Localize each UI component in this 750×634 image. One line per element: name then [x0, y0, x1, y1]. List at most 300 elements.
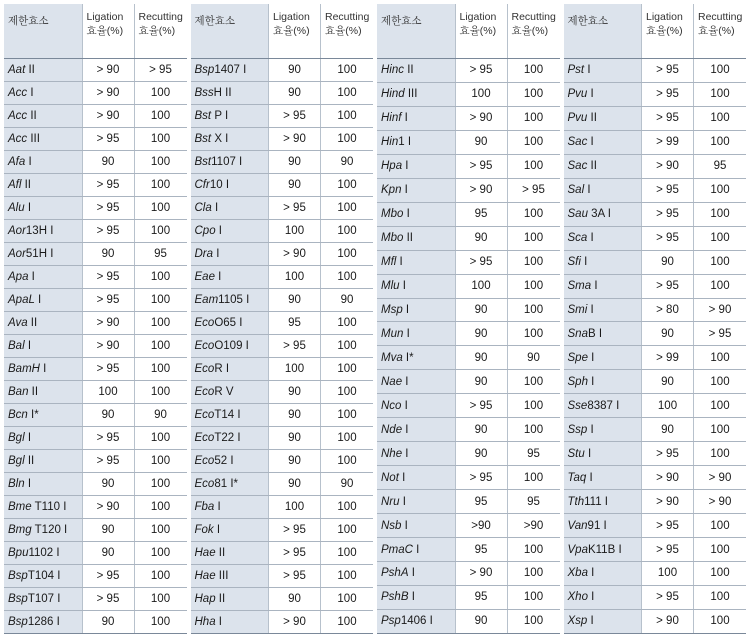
table-row — [377, 298, 560, 322]
enzyme-name — [191, 427, 269, 450]
enzyme-name-italic: Eco — [194, 363, 215, 375]
ligation-efficiency: > 90 — [642, 154, 694, 178]
table-row — [564, 394, 747, 418]
table-header — [4, 4, 187, 59]
enzyme-name-italic: Xba — [567, 567, 588, 580]
ligation-efficiency: > 95 — [82, 197, 134, 220]
table-row — [377, 418, 560, 442]
table-header — [564, 4, 747, 59]
enzyme-name — [377, 226, 455, 250]
ligation-efficiency: 90 — [642, 250, 694, 274]
ligation-efficiency: > 95 — [82, 128, 134, 151]
ligation-efficiency: > 95 — [642, 202, 694, 226]
enzyme-name-italic: Sna — [567, 327, 588, 340]
enzyme-name-italic: Hin — [381, 136, 399, 149]
enzyme-name-suffix: 91 I — [587, 519, 607, 532]
enzyme-name — [191, 335, 269, 358]
ligation-efficiency: 90 — [455, 442, 507, 466]
enzyme-name-suffix: I — [28, 271, 35, 283]
ligation-efficiency: 90 — [269, 151, 321, 174]
recutting-efficiency: 100 — [134, 174, 187, 197]
ligation-efficiency: > 90 — [455, 562, 507, 586]
enzyme-name — [4, 105, 82, 128]
enzyme-name — [564, 59, 642, 83]
recutting-efficiency: 95 — [694, 154, 747, 178]
enzyme-name-italic: Ava — [8, 317, 28, 329]
enzyme-name — [4, 473, 82, 496]
table-row — [377, 490, 560, 514]
ligation-efficiency: > 95 — [642, 178, 694, 202]
enzyme-name-italic: Acc — [8, 133, 28, 145]
enzyme-name-suffix: II — [587, 160, 597, 173]
enzyme-name — [564, 514, 642, 538]
recutting-efficiency: 100 — [507, 585, 560, 609]
recutting-efficiency: 100 — [134, 565, 187, 588]
header-ligation: Ligation 효율(%) — [642, 4, 694, 59]
recutting-efficiency: 100 — [694, 130, 747, 154]
enzyme-name-suffix: I — [587, 567, 595, 580]
ligation-efficiency: 90 — [269, 381, 321, 404]
table-row — [4, 312, 187, 335]
enzyme-name-suffix: I — [402, 304, 410, 316]
enzyme-name-suffix: I — [587, 423, 594, 436]
enzyme-name — [564, 466, 642, 490]
ligation-efficiency: > 80 — [642, 298, 694, 322]
enzyme-name — [377, 250, 455, 274]
ligation-efficiency: > 95 — [642, 585, 694, 609]
enzyme-name-italic: Cla — [194, 202, 212, 214]
recutting-efficiency: 100 — [507, 418, 560, 442]
enzyme-name-suffix: I — [403, 208, 410, 221]
enzyme-name-suffix: I — [408, 591, 415, 604]
enzyme-name-suffix: I — [587, 136, 594, 149]
enzyme-name — [4, 335, 82, 358]
enzyme-name-italic: Acc — [8, 110, 28, 122]
ligation-efficiency: > 95 — [455, 466, 507, 490]
table-row — [4, 565, 187, 588]
enzyme-name-suffix: T110 I — [31, 501, 67, 513]
enzyme-name-italic: Bme — [8, 501, 32, 513]
enzyme-name — [4, 174, 82, 197]
enzyme-name — [191, 82, 269, 105]
table-row — [564, 490, 747, 514]
enzyme-name — [191, 381, 269, 404]
ligation-efficiency: > 95 — [82, 427, 134, 450]
header-enzyme: 제한효소 — [564, 4, 642, 59]
enzyme-name — [564, 274, 642, 298]
table-row — [191, 220, 374, 243]
table-row — [4, 197, 187, 220]
table-row — [564, 106, 747, 130]
ligation-efficiency: 95 — [455, 202, 507, 226]
recutting-efficiency: 100 — [321, 588, 374, 611]
enzyme-name-italic: Fba — [194, 501, 215, 513]
enzyme-name-italic: Mva — [381, 351, 403, 364]
enzyme-name — [191, 404, 269, 427]
enzyme-name-suffix: H II — [213, 87, 232, 99]
enzyme-name-suffix: I — [402, 423, 409, 436]
enzyme-name-suffix: T14 I — [214, 409, 241, 421]
enzyme-name-suffix: III — [404, 88, 418, 101]
recutting-efficiency: 100 — [694, 442, 747, 466]
recutting-efficiency: 100 — [321, 381, 374, 404]
recutting-efficiency: 100 — [321, 105, 374, 128]
enzyme-name-suffix: III — [27, 133, 40, 145]
enzyme-name-suffix: I — [587, 88, 594, 101]
table-row — [564, 442, 747, 466]
ligation-efficiency: 95 — [455, 585, 507, 609]
enzyme-name — [191, 473, 269, 496]
table-row — [564, 298, 747, 322]
ligation-efficiency: > 90 — [455, 106, 507, 130]
enzyme-name — [564, 370, 642, 394]
enzyme-name-italic: Cpo — [194, 225, 216, 237]
recutting-efficiency: 90 — [507, 346, 560, 370]
enzyme-name-italic: Afa — [8, 156, 26, 168]
ligation-efficiency: 90 — [269, 427, 321, 450]
enzyme-name — [377, 59, 455, 83]
table-row — [4, 450, 187, 473]
enzyme-name-suffix: II — [28, 386, 39, 398]
recutting-efficiency: 100 — [694, 346, 747, 370]
ligation-efficiency: 90 — [269, 289, 321, 312]
enzyme-name-suffix: I — [39, 363, 47, 375]
enzyme-name-suffix: I — [34, 294, 42, 306]
recutting-efficiency: 100 — [134, 473, 187, 496]
recutting-efficiency: 100 — [321, 128, 374, 151]
enzyme-name-suffix: I — [401, 399, 408, 412]
enzyme-name — [377, 562, 455, 586]
ligation-efficiency: 100 — [455, 82, 507, 106]
enzyme-name-suffix: 1105 I — [218, 294, 250, 306]
table-row — [191, 611, 374, 634]
enzyme-name-italic: Taq — [567, 471, 587, 484]
recutting-efficiency: 100 — [134, 151, 187, 174]
enzyme-name — [4, 611, 82, 634]
table-row — [564, 202, 747, 226]
recutting-efficiency: > 90 — [694, 298, 747, 322]
enzyme-name — [564, 394, 642, 418]
recutting-efficiency: 100 — [507, 394, 560, 418]
recutting-efficiency: 100 — [321, 312, 374, 335]
ligation-efficiency: > 90 — [455, 178, 507, 202]
ligation-efficiency: > 90 — [642, 490, 694, 514]
recutting-efficiency: > 90 — [694, 466, 747, 490]
table-header — [191, 4, 374, 59]
table-row — [377, 130, 560, 154]
recutting-efficiency: 90 — [321, 473, 374, 496]
enzyme-name-italic: Bst — [194, 156, 212, 168]
enzyme-name-suffix: I — [215, 616, 222, 628]
ligation-efficiency: > 90 — [82, 82, 134, 105]
enzyme-name-italic: Sac — [567, 160, 588, 173]
recutting-efficiency: 100 — [507, 609, 560, 633]
ligation-efficiency: 90 — [455, 346, 507, 370]
recutting-efficiency: 100 — [134, 335, 187, 358]
recutting-efficiency: 100 — [321, 404, 374, 427]
enzyme-name-suffix: 1107 I — [211, 156, 243, 168]
ligation-efficiency: 95 — [269, 312, 321, 335]
table-row — [377, 250, 560, 274]
ligation-efficiency: > 95 — [455, 154, 507, 178]
table-row — [377, 394, 560, 418]
enzyme-name-italic: PshB — [381, 591, 409, 604]
ligation-efficiency: > 95 — [269, 197, 321, 220]
table-row — [191, 473, 374, 496]
recutting-efficiency: 100 — [694, 370, 747, 394]
enzyme-name — [377, 514, 455, 538]
recutting-efficiency: 100 — [507, 154, 560, 178]
enzyme-name-italic: Eco — [194, 340, 215, 352]
enzyme-name-italic: Eco — [194, 317, 215, 329]
ligation-efficiency: 90 — [82, 473, 134, 496]
enzyme-name-italic: Aat — [8, 64, 26, 76]
table-row — [4, 174, 187, 197]
recutting-efficiency: 100 — [134, 519, 187, 542]
recutting-efficiency: 95 — [507, 442, 560, 466]
ligation-efficiency: > 95 — [82, 220, 134, 243]
enzyme-name — [4, 381, 82, 404]
enzyme-name — [4, 427, 82, 450]
recutting-efficiency: 100 — [507, 298, 560, 322]
enzyme-name-italic: Dra — [194, 248, 214, 260]
enzyme-name — [4, 358, 82, 381]
ligation-efficiency: > 95 — [82, 450, 134, 473]
enzyme-name-suffix: II — [27, 110, 37, 122]
table-row — [191, 519, 374, 542]
enzyme-name — [564, 226, 642, 250]
enzyme-name-suffix: O65 I — [214, 317, 243, 329]
ligation-efficiency: > 95 — [82, 289, 134, 312]
ligation-efficiency: > 90 — [82, 335, 134, 358]
enzyme-name-italic: Hha — [194, 616, 216, 628]
table-row — [4, 611, 187, 634]
enzyme-name — [564, 562, 642, 586]
enzyme-name-italic: Eco — [194, 455, 215, 467]
table-row — [377, 562, 560, 586]
enzyme-name-suffix: 1406 I — [400, 615, 433, 628]
enzyme-name-suffix: II — [27, 317, 38, 329]
recutting-efficiency: 100 — [694, 538, 747, 562]
ligation-efficiency: 90 — [82, 243, 134, 266]
enzyme-name — [191, 542, 269, 565]
enzyme-name-italic: PshA — [381, 567, 409, 580]
enzyme-name — [191, 588, 269, 611]
enzyme-name-suffix: X I — [211, 133, 229, 145]
table-row — [564, 154, 747, 178]
recutting-efficiency: 100 — [694, 226, 747, 250]
recutting-efficiency: 100 — [507, 59, 560, 83]
table-row — [191, 381, 374, 404]
table-row — [377, 466, 560, 490]
table-row — [564, 418, 747, 442]
ligation-efficiency: 90 — [455, 370, 507, 394]
enzyme-name — [377, 394, 455, 418]
enzyme-name-italic: Acc — [8, 87, 28, 99]
enzyme-name-italic: Aor — [8, 225, 26, 237]
header-ligation: Ligation 효율(%) — [269, 4, 321, 59]
enzyme-name — [191, 611, 269, 634]
recutting-efficiency: 100 — [507, 322, 560, 346]
ligation-efficiency: 90 — [269, 59, 321, 82]
recutting-efficiency: 100 — [694, 178, 747, 202]
enzyme-name-suffix: I — [587, 375, 595, 388]
table-row — [377, 59, 560, 83]
recutting-efficiency: 100 — [694, 59, 747, 83]
recutting-efficiency: 100 — [134, 611, 187, 634]
enzyme-name-italic: Bsp — [194, 64, 215, 76]
enzyme-name-suffix: I — [211, 202, 219, 214]
enzyme-name-italic: Bgl — [8, 455, 25, 467]
enzyme-name — [377, 130, 455, 154]
enzyme-name-italic: Sse — [567, 399, 588, 412]
enzyme-name — [564, 298, 642, 322]
recutting-efficiency: 100 — [134, 381, 187, 404]
enzyme-name-italic: Aor — [8, 248, 26, 260]
recutting-efficiency: 100 — [134, 105, 187, 128]
enzyme-name-suffix: R I — [214, 363, 230, 375]
enzyme-name-suffix: I — [587, 232, 594, 245]
enzyme-name — [564, 538, 642, 562]
table-row — [377, 370, 560, 394]
enzyme-name — [377, 418, 455, 442]
table-row — [4, 82, 187, 105]
enzyme-name-suffix: I — [215, 225, 222, 237]
ligation-efficiency: > 95 — [642, 226, 694, 250]
enzyme-name-suffix: 3A I — [587, 208, 611, 221]
ligation-efficiency: 90 — [82, 519, 134, 542]
enzyme-name-italic: Psp — [381, 615, 401, 628]
enzyme-name-italic: Afl — [8, 179, 22, 191]
enzyme-name-suffix: I — [403, 327, 410, 340]
ligation-efficiency: > 95 — [642, 442, 694, 466]
enzyme-name-suffix: I — [401, 519, 408, 532]
ligation-efficiency: 90 — [82, 611, 134, 634]
enzyme-name-italic: Eae — [194, 271, 215, 283]
enzyme-name — [564, 154, 642, 178]
recutting-efficiency: 100 — [134, 128, 187, 151]
enzyme-name-italic: BamH — [8, 363, 40, 375]
enzyme-name — [377, 178, 455, 202]
ligation-efficiency: 100 — [269, 496, 321, 519]
enzyme-name-suffix: II — [215, 593, 226, 605]
ligation-efficiency: > 95 — [455, 250, 507, 274]
enzyme-name — [564, 202, 642, 226]
enzyme-name — [564, 585, 642, 609]
table-row — [191, 450, 374, 473]
table-row — [377, 226, 560, 250]
enzyme-name-suffix: I — [584, 447, 592, 460]
enzyme-name-suffix: I — [401, 112, 408, 125]
table-row — [191, 496, 374, 519]
enzyme-name-italic: Tth — [567, 495, 585, 508]
enzyme-table-4 — [564, 4, 747, 634]
enzyme-name-italic: Mfl — [381, 256, 397, 269]
recutting-efficiency: 100 — [694, 274, 747, 298]
enzyme-name — [4, 404, 82, 427]
enzyme-name-italic: Pvu — [567, 112, 588, 125]
enzyme-name-italic: Stu — [567, 447, 585, 460]
enzyme-name — [191, 174, 269, 197]
enzyme-name-italic: Bgl — [8, 432, 25, 444]
recutting-efficiency: 100 — [507, 538, 560, 562]
table-row — [4, 266, 187, 289]
enzyme-name-suffix: I* — [402, 351, 414, 364]
header-ligation: Ligation 효율(%) — [455, 4, 507, 59]
enzyme-name — [564, 322, 642, 346]
recutting-efficiency: 100 — [694, 562, 747, 586]
enzyme-name — [564, 82, 642, 106]
enzyme-name — [191, 450, 269, 473]
enzyme-name-italic: Nco — [381, 399, 402, 412]
table-row — [4, 105, 187, 128]
enzyme-name-italic: Bst — [194, 133, 212, 145]
recutting-efficiency: 90 — [134, 404, 187, 427]
enzyme-name — [564, 106, 642, 130]
ligation-efficiency: > 95 — [642, 274, 694, 298]
ligation-efficiency: 90 — [82, 542, 134, 565]
recutting-efficiency: 100 — [507, 274, 560, 298]
enzyme-name — [191, 59, 269, 82]
enzyme-name-suffix: I — [586, 471, 593, 484]
ligation-efficiency: 90 — [82, 404, 134, 427]
enzyme-table-3 — [377, 4, 560, 634]
enzyme-name — [4, 588, 82, 611]
enzyme-name-suffix: I — [214, 501, 221, 513]
table-row — [4, 473, 187, 496]
enzyme-name-suffix: 51H I — [25, 248, 54, 260]
enzyme-name — [377, 82, 455, 106]
ligation-efficiency: 100 — [269, 220, 321, 243]
ligation-efficiency: > 90 — [269, 243, 321, 266]
enzyme-name-suffix: II — [21, 179, 32, 191]
enzyme-name-italic: Apa — [8, 271, 29, 283]
enzyme-name — [191, 519, 269, 542]
ligation-efficiency: 100 — [455, 274, 507, 298]
table-row — [4, 519, 187, 542]
enzyme-name — [4, 289, 82, 312]
enzyme-name-italic: Sal — [567, 184, 585, 197]
enzyme-name — [4, 312, 82, 335]
enzyme-name — [377, 106, 455, 130]
table-header — [377, 4, 560, 59]
enzyme-name-italic: Fok — [194, 524, 214, 536]
recutting-efficiency: 100 — [694, 585, 747, 609]
table-row — [4, 496, 187, 519]
enzyme-name-suffix: I — [27, 87, 34, 99]
ligation-efficiency: 90 — [269, 404, 321, 427]
table-row — [4, 59, 187, 82]
table-row — [191, 588, 374, 611]
enzyme-name-suffix: I — [399, 495, 406, 508]
recutting-efficiency: 100 — [134, 358, 187, 381]
enzyme-name — [191, 220, 269, 243]
ligation-efficiency: > 90 — [642, 609, 694, 633]
recutting-efficiency: 100 — [321, 542, 374, 565]
enzyme-name-italic: Hpa — [381, 160, 403, 173]
table-row — [4, 381, 187, 404]
table-row — [191, 358, 374, 381]
enzyme-name — [4, 542, 82, 565]
enzyme-name-suffix: I — [25, 156, 32, 168]
table-row — [377, 538, 560, 562]
table-row — [4, 358, 187, 381]
recutting-efficiency: > 95 — [134, 59, 187, 82]
enzyme-name-italic: Nae — [381, 375, 403, 388]
enzyme-name-suffix: I — [408, 567, 415, 580]
table-row — [377, 322, 560, 346]
enzyme-name-italic: Alu — [8, 202, 25, 214]
